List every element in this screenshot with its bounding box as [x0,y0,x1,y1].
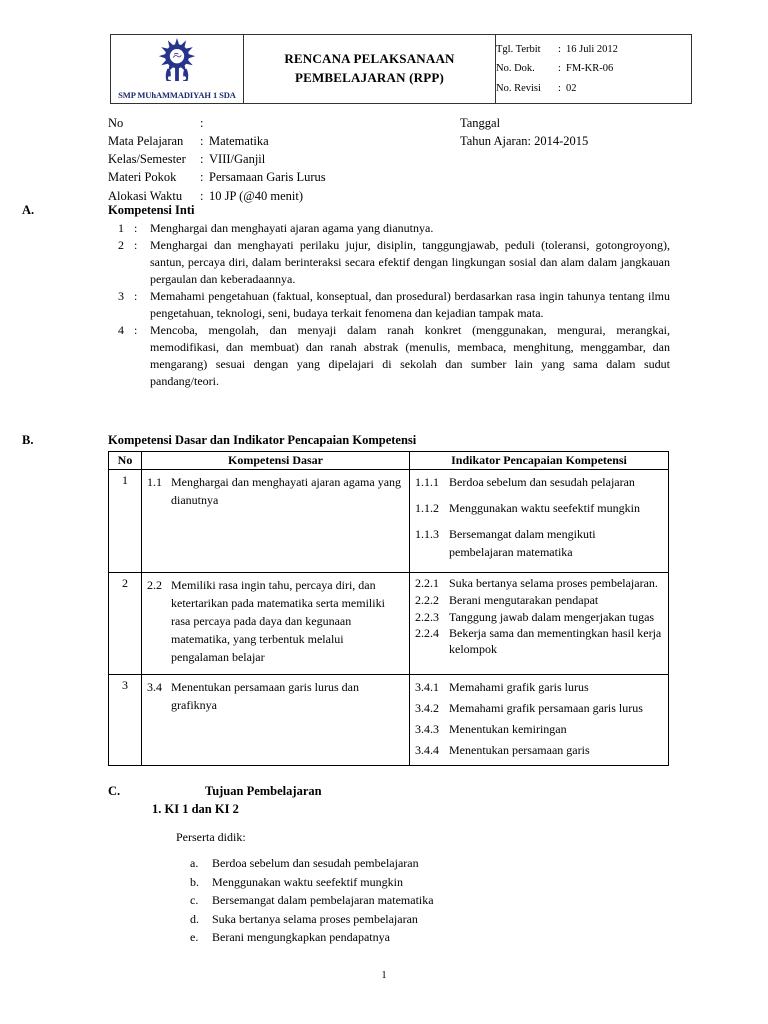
info-row-kelas-semester [108,150,708,168]
document-title-line-1: RENCANA PELAKSANAAN [284,51,455,67]
indicator-item [415,610,663,626]
list-item-text: Bersemangat dalam pembelajaran matematika [212,893,434,908]
info-label-no: No [108,116,124,130]
indicator-item [415,720,663,738]
header-meta-row [496,59,691,78]
info-value-no [209,114,460,132]
muhammadiyah-sun-icon [153,38,201,82]
kd-item [147,678,404,714]
column-header-kompetensi-dasar: Kompetensi Dasar [142,452,410,470]
indicator-label: 2.2.3 [415,609,439,624]
indicator-item [415,593,663,609]
indicator-label: 3.4.4 [415,743,439,757]
info-right-blank-2 [460,150,708,168]
ki-text-2: Menghargai dan menghayati perilaku jujur, disiplin, tanggungjawab, peduli (toleransi, gotongroyong), santun, percaya diri, dalam berinteraksi secara efektif dengan lingkungan sosial dan alam dalam jangkauan pergaulan dan keberadaannya. [150,238,670,287]
section-b-kompetensi-dasar [108,433,668,766]
ki-colon-4: : [134,323,138,338]
list-item [190,891,668,910]
ki-item [108,237,670,288]
ki-text-1: Menghargai dan menghayati ajaran agama yang dianutnya. [150,221,434,235]
ki-number-3: 3 [118,289,124,304]
section-c-tujuan-pembelajaran [108,784,668,947]
info-right-blank-3 [460,168,708,186]
table-row [109,675,669,766]
header-meta-row [496,79,691,98]
info-colon-materi-pokok: : [200,170,204,185]
document-header-table [110,34,692,104]
indicator-label: 2.2.4 [415,626,439,641]
meta-value-no-dok: FM-KR-06 [566,63,614,75]
meta-label-no-dok: No. Dok. [496,63,535,75]
list-item-label: a. [190,856,199,870]
column-header-indikator: Indikator Pencapaian Kompetensi [410,452,669,470]
row-1-no: 1 [109,470,142,573]
kompetensi-dasar-table [108,451,669,766]
info-row-mata-pelajaran [108,132,708,150]
info-colon-alokasi-waktu: : [200,188,204,203]
ki-text-3: Memahami pengetahuan (faktual, konseptual, dan prosedural) berdasarkan rasa ingin tahunya tentang ilmu pengetahuan, teknologi, seni, budaya terkait fenomena dan kejadian tampak mata. [150,289,670,321]
meta-label-tgl-terbit: Tgl. Terbit [496,43,541,55]
meta-colon-0: : [558,43,561,55]
document-title-line-2: PEMBELAJARAN (RPP) [294,70,445,85]
kd-label: 1.1 [147,475,162,489]
meta-label-no-revisi: No. Revisi [496,82,541,94]
meta-value-no-revisi: 02 [566,82,577,94]
indicator-label: 1.1.3 [415,527,439,541]
list-item-text: Suka bertanya selama proses pembelajaran [212,911,418,926]
info-right-blank-4 [460,187,708,205]
ki-item [108,288,670,322]
info-label-mata-pelajaran: Mata Pelajaran [108,134,184,149]
indicator-item [415,678,663,696]
info-right-tanggal: Tanggal [460,116,501,130]
info-colon-no: : [200,116,204,130]
indicator-item [415,626,663,658]
indicator-item [415,699,663,717]
indicator-text: Menggunakan waktu seefektif mungkin [449,501,640,515]
info-row-alokasi-waktu [108,187,708,205]
row-1-indikator-cell [410,470,669,573]
row-2-indikator-cell [410,573,669,675]
school-name-label: SMP MUhAMMADIYAH 1 SDA [118,90,236,100]
column-header-no: No [109,452,142,470]
info-right-tahun-ajaran: Tahun Ajaran: 2014-2015 [460,134,589,149]
indicator-item [415,576,663,592]
indicator-item [415,473,663,491]
table-row [109,573,669,675]
indicator-label: 2.2.2 [415,592,439,607]
info-value-alokasi-waktu: 10 JP (@40 menit) [209,188,304,203]
indicator-item [415,499,663,517]
section-b-heading: Kompetensi Dasar dan Indikator Pencapaian Kompetensi [108,433,417,447]
list-item-text: Berdoa sebelum dan sesudah pembelajaran [212,856,419,870]
meta-value-tgl-terbit: 16 Juli 2012 [566,43,618,55]
info-value-kelas-semester: VIII/Ganjil [209,152,266,167]
indicator-label: 3.4.3 [415,722,439,736]
section-a-kompetensi-inti [108,203,670,390]
kd-text: Menghargai dan menghayati ajaran agama yang dianutnya [171,475,402,507]
list-item [190,928,668,947]
row-1-kompetensi-dasar-cell [142,470,410,573]
ki-number-1: 1 [118,221,124,235]
kd-label: 3.4 [147,680,162,694]
section-c-letter: C. [108,784,121,798]
kd-label: 2.2 [147,578,162,592]
indicator-text: Bekerja sama dan mementingkan hasil kerja kelompok [449,626,662,657]
indicator-label: 1.1.1 [415,475,439,489]
section-a-heading: Kompetensi Inti [108,203,195,217]
section-c-intro: Perserta didik: [176,830,246,844]
header-title-cell [244,35,496,104]
indicator-label: 3.4.2 [415,701,439,715]
indicator-text: Berdoa sebelum dan sesudah pelajaran [449,475,635,489]
indicator-label: 1.1.2 [415,501,439,515]
row-3-indikator-cell [410,675,669,766]
meta-colon-1: : [558,63,561,75]
ki-colon-2: : [134,238,138,253]
indicator-text: Tanggung jawab dalam mengerjakan tugas [449,609,655,624]
ki-colon-1: : [134,221,138,235]
info-value-materi-pokok: Persamaan Garis Lurus [209,170,326,185]
list-item-text: Berani mengungkapkan pendapatnya [212,930,390,945]
indicator-label: 3.4.1 [415,680,439,694]
indicator-text: Menentukan persamaan garis [449,743,590,757]
list-item-label: b. [190,874,199,889]
list-item-label: e. [190,930,199,945]
header-row [111,35,692,104]
section-b-letter: B. [22,433,34,447]
kd-text: Menentukan persamaan garis lurus dan grafiknya [171,680,359,712]
kd-text: Memiliki rasa ingin tahu, percaya diri, dan ketertarikan pada matematika serta memiliki rasa percaya pada daya dan kegunaan matematika, yang terbentuk melalui pengalaman belajar [171,578,385,664]
kd-item [147,576,404,666]
ki-number-4: 4 [118,323,124,338]
section-c-heading: Tujuan Pembelajaran [205,784,322,798]
meta-colon-2: : [558,82,561,94]
table-header-row [109,452,669,470]
section-c-objective-list [190,854,668,947]
row-3-kompetensi-dasar-cell [142,675,410,766]
info-colon-mata-pelajaran: : [200,134,204,149]
info-label-kelas-semester: Kelas/Semester [108,152,186,167]
ki-item [108,220,670,237]
indicator-text: Memahami grafik persamaan garis lurus [449,701,643,715]
section-a-letter: A. [22,203,35,217]
page-number: 1 [381,970,387,981]
list-item [190,854,668,873]
ki-item [108,322,670,390]
list-item [190,873,668,892]
ki-colon-3: : [134,289,138,304]
indicator-label: 2.2.1 [415,576,439,590]
list-item-label: d. [190,911,199,926]
section-c-sub-heading: 1. KI 1 dan KI 2 [152,802,239,816]
info-value-mata-pelajaran: Matematika [209,134,269,149]
row-3-no: 3 [109,675,142,766]
list-item-label: c. [190,893,199,908]
indicator-text: Berani mengutarakan pendapat [449,592,599,607]
header-logo-cell [111,35,244,104]
list-item-text: Menggunakan waktu seefektif mungkin [212,874,403,889]
table-row [109,470,669,573]
info-label-alokasi-waktu: Alokasi Waktu [108,188,183,203]
indicator-text: Bersemangat dalam mengikuti pembelajaran matematika [449,527,596,559]
ki-number-2: 2 [118,238,124,253]
list-item [190,910,668,929]
lesson-info-block [108,114,708,205]
indicator-text: Suka bertanya selama proses pembelajaran. [449,576,658,590]
indicator-item [415,525,663,561]
ki-text-4: Mencoba, mengolah, dan menyaji dalam ranah konkret (menggunakan, mengurai, merangkai, memodifikasi, dan membuat) dan ranah abstrak (menulis, membaca, menghitung, menggambar, dan mengarang) sesuai dengan yang dipelajari di sekolah dan sumber lain yang sama dalam sudut pandang/teori. [150,323,670,389]
school-logo [114,36,240,102]
info-row-materi-pokok [108,168,708,186]
info-colon-kelas-semester: : [200,152,204,167]
indicator-text: Menentukan kemiringan [449,722,567,736]
header-meta-row [496,40,691,59]
row-2-no: 2 [109,573,142,675]
kd-item [147,473,404,509]
row-2-kompetensi-dasar-cell [142,573,410,675]
info-label-materi-pokok: Materi Pokok [108,170,177,185]
indicator-text: Memahami grafik garis lurus [449,680,589,694]
info-row-no [108,114,708,132]
header-meta-cell [496,35,692,104]
indicator-item [415,741,663,759]
